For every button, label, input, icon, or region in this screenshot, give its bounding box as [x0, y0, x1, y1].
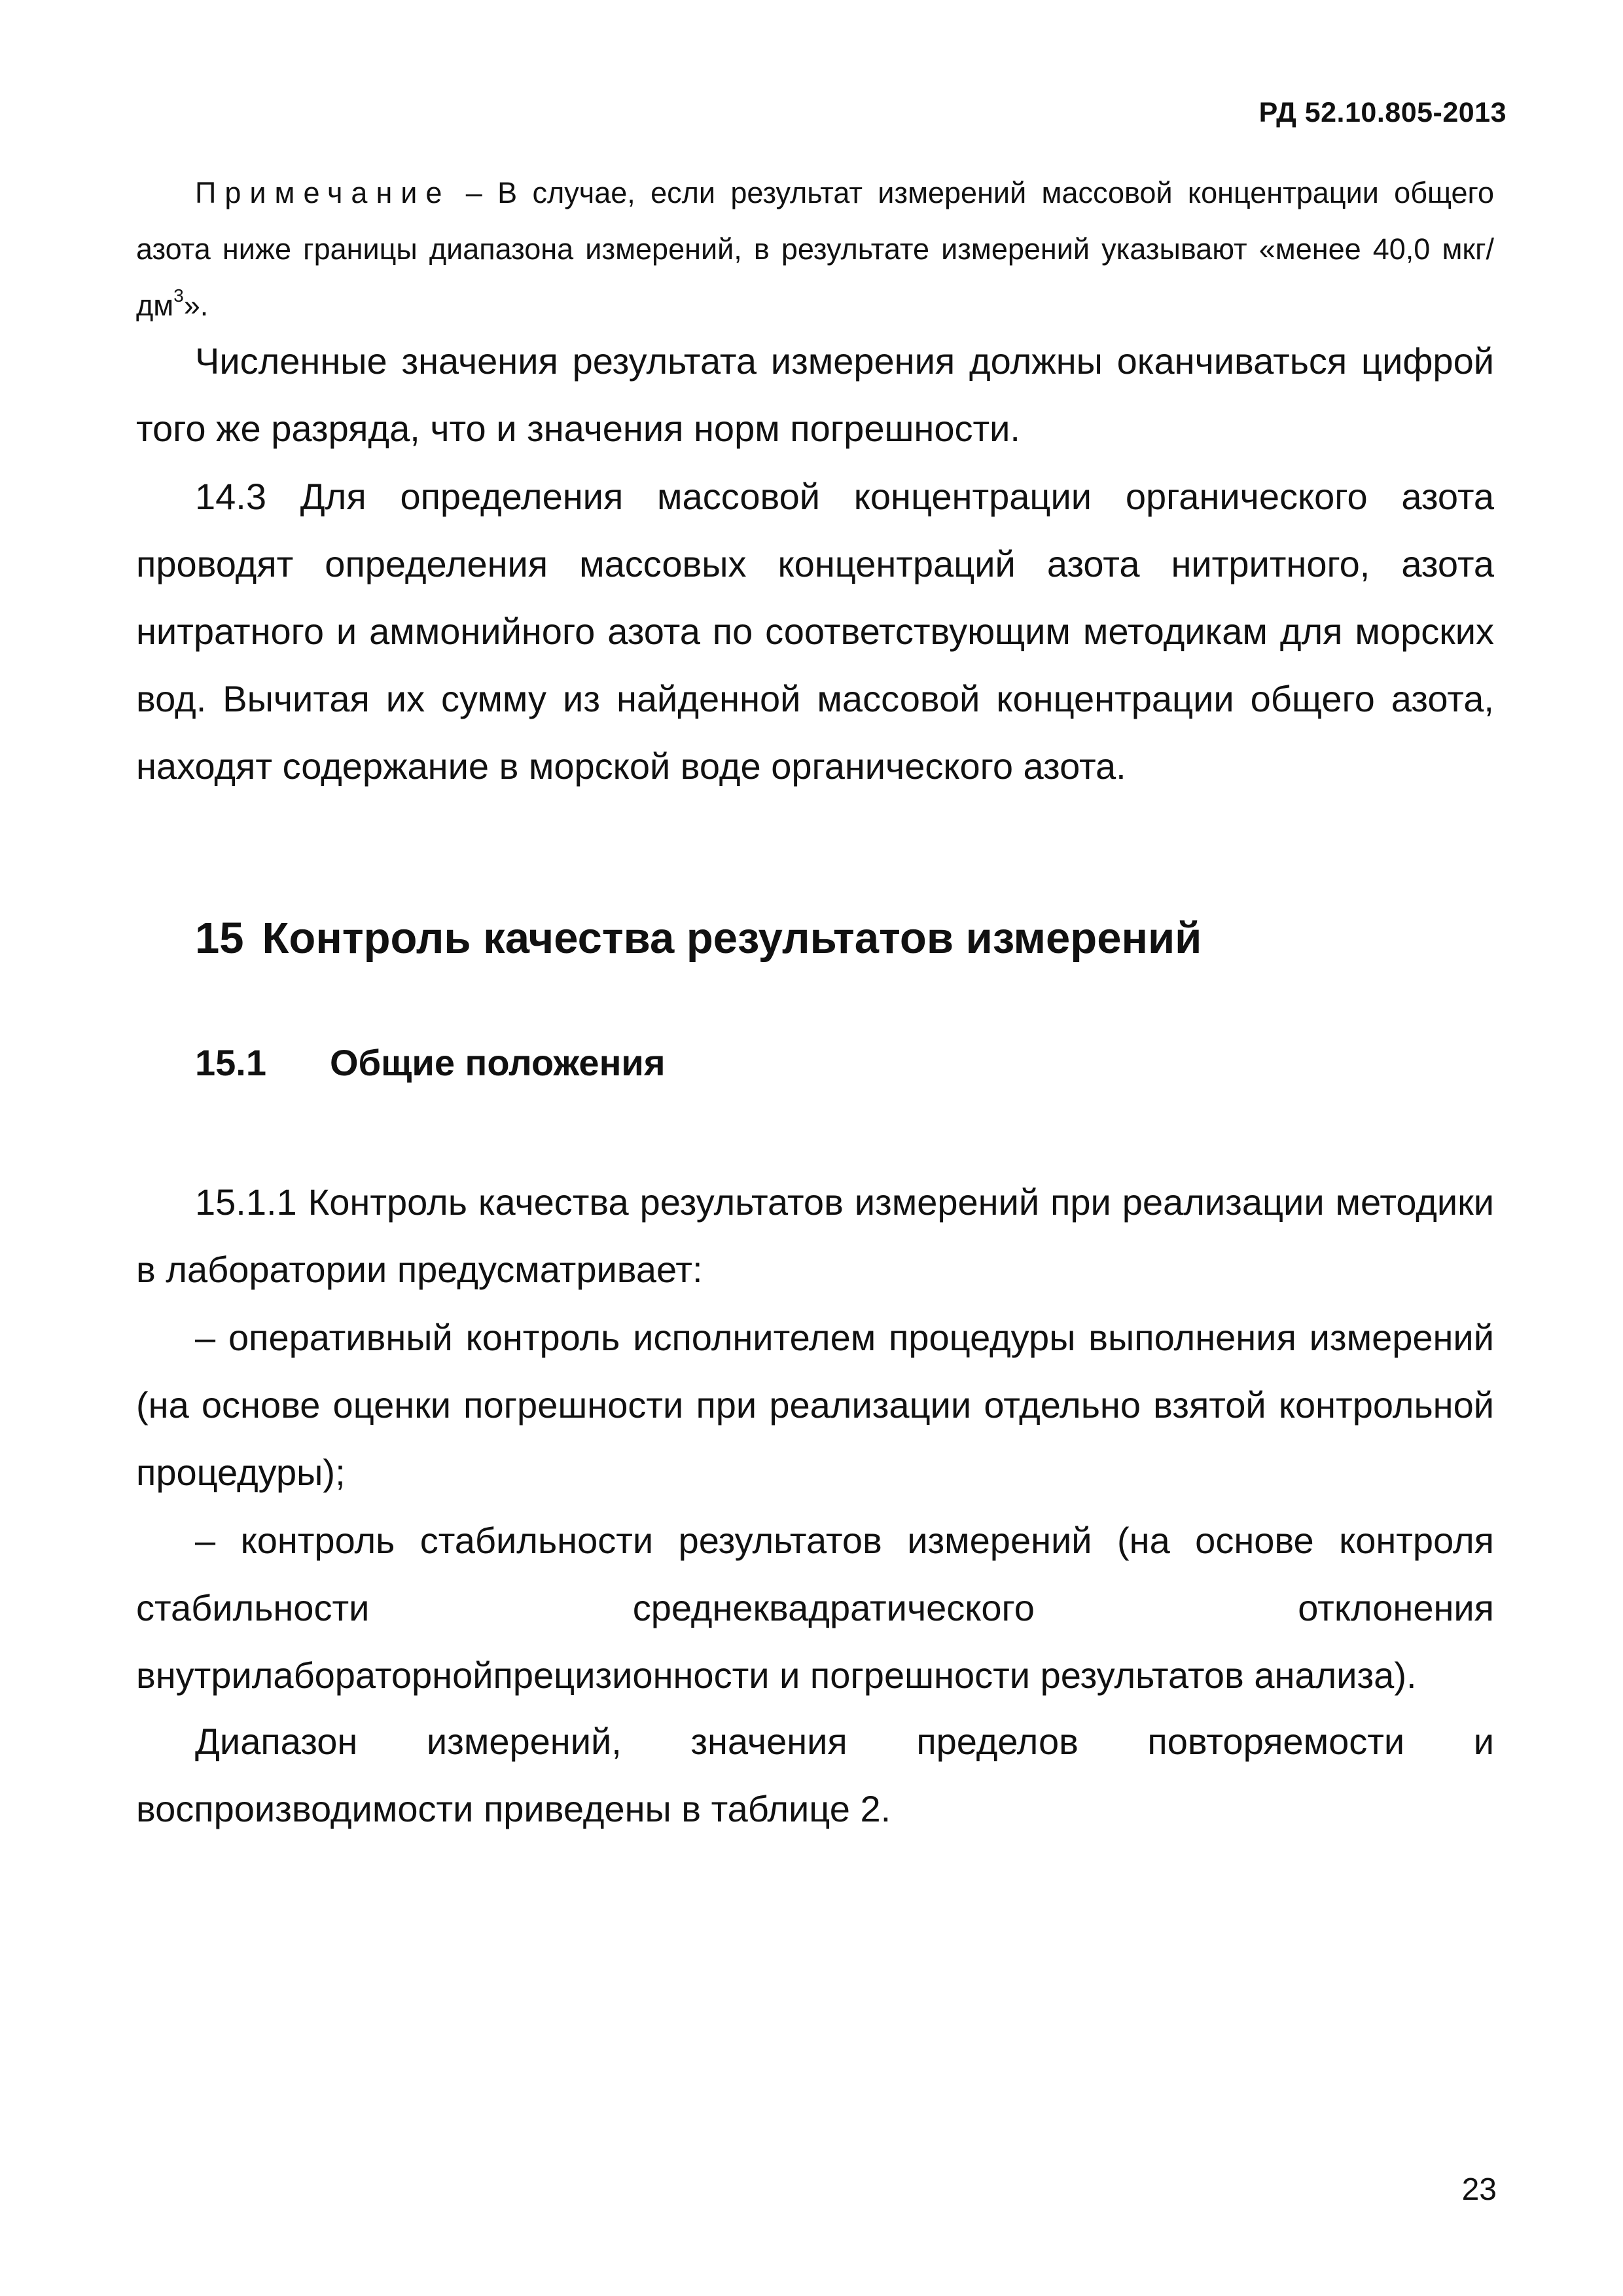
paragraph-numeric-values: Численные значения результата измерения должны оканчиваться цифрой того же разряда, что и значения норм погрешности. [136, 340, 1494, 449]
note-text-end: ». [183, 289, 209, 322]
list-item-operational-control: – оперативный контроль исполнителем процедуры выполнения измерений (на основе оценки погрешности при реализации отдельно взятой контрольной процедуры); [136, 1317, 1494, 1493]
section-15-title: Контроль качества результатов измерений [262, 914, 1202, 963]
section-15-1-title: Общие положения [330, 1042, 666, 1083]
paragraph-15-1-1: 15.1.1 Контроль качества результатов измерений при реализации методики в лаборатории предусматривает: [136, 1181, 1494, 1290]
note-text: – В случае, если результат измерений массовой концентрации общего азота ниже границы диапазона измерений, в результате измерений указывают «менее 40,0 мкг/дм [136, 176, 1494, 322]
note-label: Примечание [195, 176, 451, 209]
section-15-1-number: 15.1 [195, 1042, 266, 1083]
paragraph-14-3: 14.3 Для определения массовой концентрации органического азота проводят определения массовых концентраций азота нитритного, азота нитратного и аммонийного азота по соответствующим методикам для морских вод. Вычитая их сумму из найденной массовой концентрации общего азота, находят содержание в морской воде органического азота. [136, 476, 1494, 787]
paragraph-measurement-range: Диапазон измерений, значения пределов повторяемости и воспроизводимости приведены в таблице 2. [136, 1721, 1494, 1829]
page-number: 23 [1461, 2172, 1497, 2207]
section-15-heading [195, 913, 1202, 963]
document-code: РД 52.10.805-2013 [1258, 97, 1507, 128]
note-superscript: 3 [173, 285, 184, 306]
section-15-1-heading [195, 1041, 666, 1084]
list-item-stability-control: – контроль стабильности результатов измерений (на основе контроля стабильности среднеквадратического отклонения внутрилабораторнойпрецизионности и погрешности результатов анализа). [136, 1520, 1494, 1696]
section-15-number: 15 [195, 914, 244, 963]
note-block [136, 165, 1494, 334]
